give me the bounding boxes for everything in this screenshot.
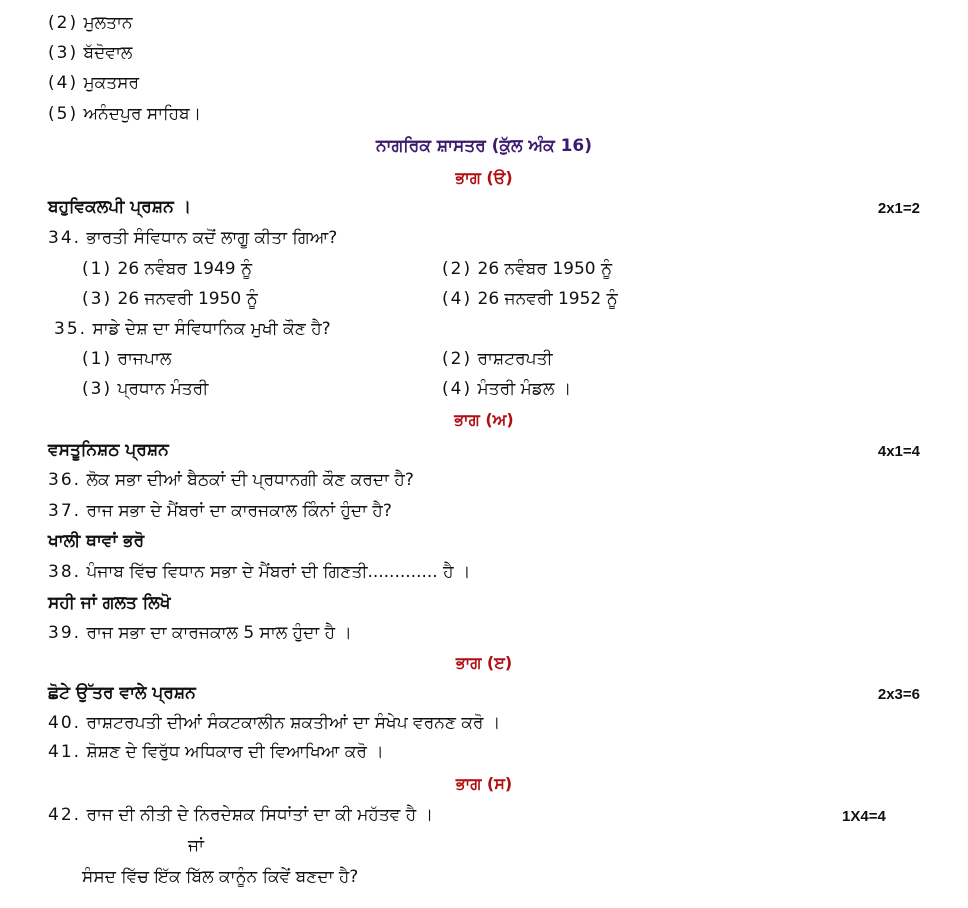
mcq-section-title: ਬਹੁਵਿਕਲਪੀ ਪ੍ਰਸ਼ਨ । xyxy=(48,197,192,217)
option-text: 26 ਨਵੰਬਰ 1950 ਨੂੰ xyxy=(477,259,613,279)
question-text: ਰਾਸ਼ਟਰਪਤੀ ਦੀਆਂ ਸੰਕਟਕਾਲੀਨ ਸ਼ਕਤੀਆਂ ਦਾ ਸੰਖੇਪ ਵਰਨਣ ਕਰੋ । xyxy=(86,713,501,733)
question-35 xyxy=(54,318,331,340)
item-text: ਮੁਕਤਸਰ xyxy=(83,73,140,93)
option-item xyxy=(82,288,258,310)
list-item xyxy=(48,42,132,64)
marks-label: 1X4=4 xyxy=(842,808,886,825)
item-number: (3) xyxy=(48,43,79,63)
option-text: ਮੰਤਰੀ ਮੰਡਲ । xyxy=(477,379,572,399)
part-a-heading: ਭਾਗ (ੳ) xyxy=(455,168,513,187)
question-number: 35. xyxy=(54,319,88,339)
option-item xyxy=(82,348,171,370)
marks-label: 2x3=6 xyxy=(877,686,920,703)
option-text: ਰਾਜਪਾਲ xyxy=(117,349,172,369)
option-number: (1) xyxy=(82,349,113,369)
option-number: (2) xyxy=(442,259,473,279)
question-39 xyxy=(48,622,352,644)
option-item xyxy=(442,288,618,310)
marks-label: 2x1=2 xyxy=(877,200,920,217)
question-number: 36. xyxy=(48,470,82,490)
question-text: ਰਾਜ ਸਭਾ ਦਾ ਕਾਰਜਕਾਲ 5 ਸਾਲ ਹੁੰਦਾ ਹੈ । xyxy=(86,623,352,643)
item-number: (2) xyxy=(48,13,79,33)
part-b-heading: ਭਾਗ (ਅ) xyxy=(454,410,514,429)
question-text: ਸਾਡੇ ਦੇਸ਼ ਦਾ ਸੰਵਿਧਾਨਿਕ ਮੁਖੀ ਕੌਣ ਹੈ? xyxy=(92,319,331,339)
option-number: (1) xyxy=(82,259,113,279)
question-text: ਲੋਕ ਸਭਾ ਦੀਆਂ ਬੈਠਕਾਂ ਦੀ ਪ੍ਰਧਾਨਗੀ ਕੌਣ ਕਰਦਾ ਹੈ? xyxy=(86,470,414,490)
question-text: ਰਾਜ ਸਭਾ ਦੇ ਮੈਂਬਰਾਂ ਦਾ ਕਾਰਜਕਾਲ ਕਿੰਨਾਂ ਹੁੰਦਾ ਹੈ? xyxy=(86,501,392,521)
option-number: (3) xyxy=(82,289,113,309)
option-number: (3) xyxy=(82,379,113,399)
list-item xyxy=(48,72,139,94)
question-number: 42. xyxy=(48,805,82,825)
option-item xyxy=(82,378,208,400)
option-text: ਰਾਸ਼ਟਰਪਤੀ xyxy=(477,349,553,369)
option-item xyxy=(82,258,252,280)
question-number: 39. xyxy=(48,623,82,643)
item-text: ਬੱਦੋਵਾਲ xyxy=(83,43,133,63)
question-41 xyxy=(48,741,384,763)
list-item xyxy=(48,103,201,125)
alternative-question: ਸੰਸਦ ਵਿੱਚ ਇੱਕ ਬਿੱਲ ਕਾਨੂੰਨ ਕਿਵੇਂ ਬਣਦਾ ਹੈ? xyxy=(82,867,359,887)
item-number: (5) xyxy=(48,104,79,124)
item-text: ਅਨੰਦਪੁਰ ਸਾਹਿਬ। xyxy=(83,104,202,124)
section-title-civics: ਨਾਗਰਿਕ ਸ਼ਾਸਤਰ (ਕੁੱਲ ਅੰਕ 16) xyxy=(375,136,593,156)
list-item xyxy=(48,12,133,34)
option-item xyxy=(442,258,612,280)
question-text: ਭਾਰਤੀ ਸੰਵਿਧਾਨ ਕਦੋਂ ਲਾਗੂ ਕੀਤਾ ਗਿਆ? xyxy=(86,228,338,248)
objective-section-title: ਵਸਤੂਨਿਸ਼ਠ ਪ੍ਰਸ਼ਨ xyxy=(48,440,169,460)
option-item xyxy=(442,378,571,400)
option-text: 26 ਨਵੰਬਰ 1949 ਨੂੰ xyxy=(117,259,253,279)
option-text: 26 ਜਨਵਰੀ 1950 ਨੂੰ xyxy=(117,289,258,309)
question-number: 34. xyxy=(48,228,82,248)
question-40 xyxy=(48,712,500,734)
question-text: ਸ਼ੋਸ਼ਣ ਦੇ ਵਿਰੁੱਧ ਅਧਿਕਾਰ ਦੀ ਵਿਆਖਿਆ ਕਰੋ । xyxy=(86,742,384,762)
part-d-heading: ਭਾਗ (ਸ) xyxy=(455,774,513,793)
part-c-heading: ਭਾਗ (ੲ) xyxy=(455,653,513,672)
short-answer-section-title: ਛੋਟੇ ਉੱਤਰ ਵਾਲੇ ਪ੍ਰਸ਼ਨ xyxy=(48,683,196,703)
question-number: 40. xyxy=(48,713,82,733)
fill-blanks-title: ਖਾਲੀ ਥਾਵਾਂ ਭਰੋ xyxy=(48,531,145,551)
question-42 xyxy=(48,804,433,826)
question-text: ਪੰਜਾਬ ਵਿੱਚ ਵਿਧਾਨ ਸਭਾ ਦੇ ਮੈਂਬਰਾਂ ਦੀ ਗਿਣਤੀ............. ਹੈ । xyxy=(86,562,471,582)
question-text: ਰਾਜ ਦੀ ਨੀਤੀ ਦੇ ਨਿਰਦੇਸ਼ਕ ਸਿਧਾਂਤਾਂ ਦਾ ਕੀ ਮਹੱਤਵ ਹੈ । xyxy=(86,805,434,825)
question-36 xyxy=(48,469,414,491)
option-text: 26 ਜਨਵਰੀ 1952 ਨੂੰ xyxy=(477,289,618,309)
question-38 xyxy=(48,561,470,583)
or-separator: ਜਾਂ xyxy=(188,836,204,856)
question-number: 38. xyxy=(48,562,82,582)
question-number: 37. xyxy=(48,501,82,521)
true-false-title: ਸਹੀ ਜਾਂ ਗਲਤ ਲਿਖੋ xyxy=(48,593,171,613)
option-number: (4) xyxy=(442,289,473,309)
item-text: ਮੁਲਤਾਨ xyxy=(83,13,133,33)
question-number: 41. xyxy=(48,742,82,762)
option-number: (2) xyxy=(442,349,473,369)
question-37 xyxy=(48,500,392,522)
option-item xyxy=(442,348,553,370)
item-number: (4) xyxy=(48,73,79,93)
option-text: ਪ੍ਰਧਾਨ ਮੰਤਰੀ xyxy=(117,379,209,399)
option-number: (4) xyxy=(442,379,473,399)
question-34 xyxy=(48,227,337,249)
marks-label: 4x1=4 xyxy=(877,443,920,460)
